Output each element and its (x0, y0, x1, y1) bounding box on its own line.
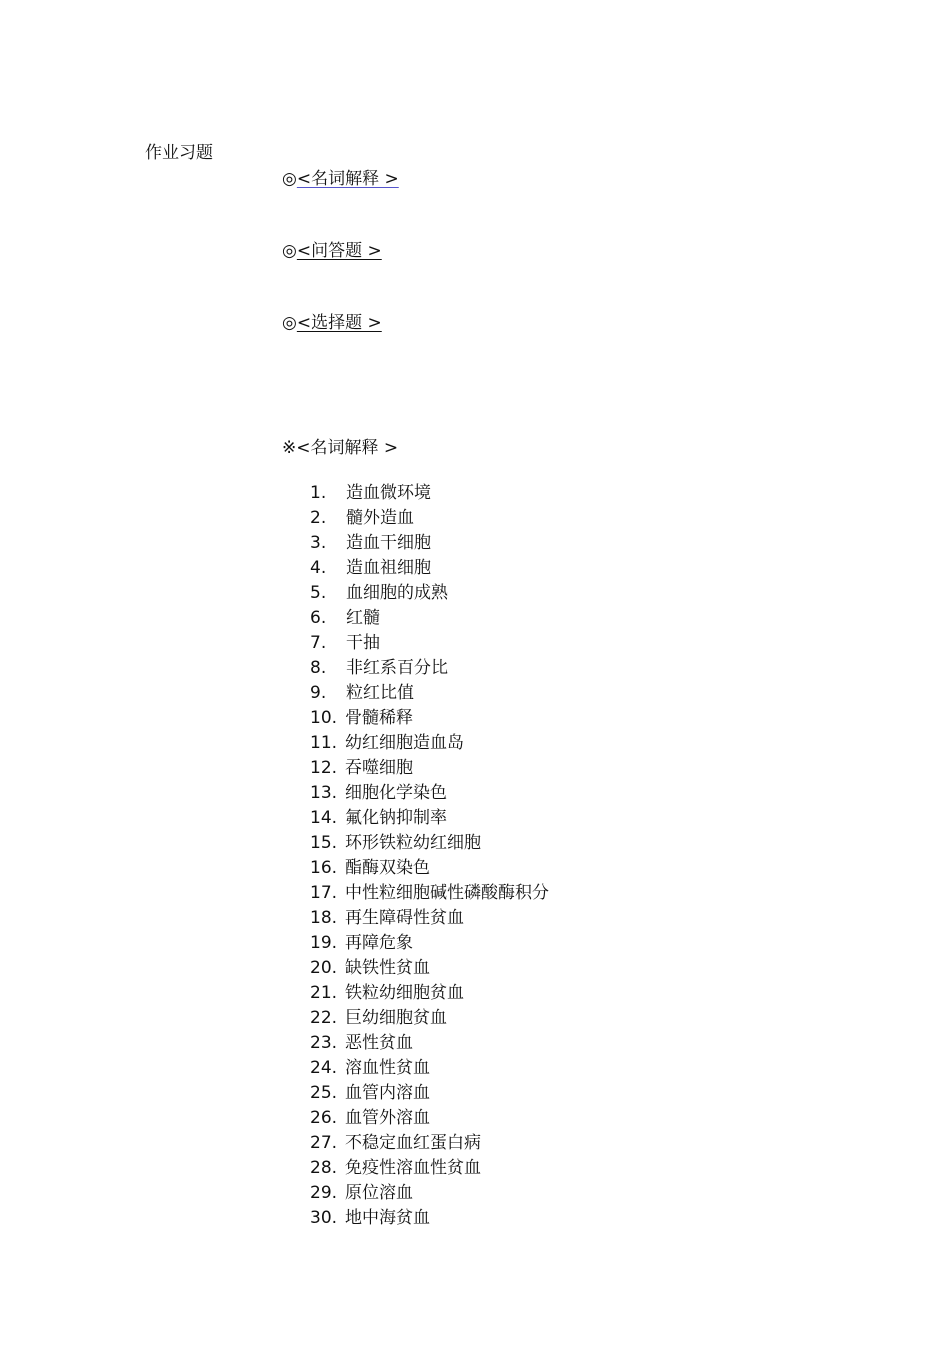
item-number: 6. (310, 608, 327, 628)
list-item (310, 731, 549, 756)
item-text: 再障危象 (345, 933, 413, 953)
list-item (310, 956, 549, 981)
list-item (310, 606, 549, 631)
item-text: 再生障碍性贫血 (345, 908, 464, 928)
list-item (310, 881, 549, 906)
item-text: 巨幼细胞贫血 (345, 1008, 447, 1028)
list-item (310, 1131, 549, 1156)
list-item (310, 656, 549, 681)
item-number: 26. (310, 1108, 338, 1128)
list-item (310, 631, 549, 656)
list-item (310, 1081, 549, 1106)
item-number: 20. (310, 958, 338, 978)
item-text: 血细胞的成熟 (346, 583, 448, 603)
item-text: 酯酶双染色 (345, 858, 430, 878)
item-number: 19. (310, 933, 338, 953)
item-number: 13. (310, 783, 338, 803)
double-circle-icon: ◎ (282, 241, 297, 261)
item-text: 地中海贫血 (345, 1208, 430, 1228)
nav-item-terms (282, 168, 399, 240)
item-text: 原位溶血 (345, 1183, 413, 1203)
item-number: 10. (310, 708, 338, 728)
item-text: 溶血性贫血 (345, 1058, 430, 1078)
nav-link-questions[interactable]: <问答题 > (296, 241, 382, 261)
list-item (310, 1106, 549, 1131)
list-item (310, 1031, 549, 1056)
item-number: 15. (310, 833, 338, 853)
section-heading: ※<名词解释 > (282, 438, 399, 458)
double-circle-icon: ◎ (282, 313, 297, 333)
item-text: 缺铁性贫血 (345, 958, 430, 978)
list-item (310, 906, 549, 931)
item-text: 非红系百分比 (346, 658, 448, 678)
item-number: 4. (310, 558, 327, 578)
list-item (310, 1156, 549, 1181)
item-number: 27. (310, 1133, 338, 1153)
item-text: 造血祖细胞 (346, 558, 431, 578)
item-text: 粒红比值 (346, 683, 414, 703)
list-item (310, 706, 549, 731)
item-text: 幼红细胞造血岛 (345, 733, 464, 753)
list-item (310, 481, 549, 506)
list-item (310, 806, 549, 831)
list-item (310, 756, 549, 781)
item-number: 2. (310, 508, 327, 528)
item-text: 红髓 (346, 608, 380, 628)
item-text: 造血微环境 (346, 483, 431, 503)
nav-item-questions (282, 240, 399, 312)
list-item (310, 681, 549, 706)
list-item (310, 556, 549, 581)
term-list (310, 481, 549, 1231)
list-item (310, 531, 549, 556)
list-item (310, 981, 549, 1006)
item-text: 干抽 (346, 633, 380, 653)
nav-link-choices[interactable]: <选择题 > (296, 313, 382, 333)
item-text: 血管内溶血 (345, 1083, 430, 1103)
item-number: 8. (310, 658, 327, 678)
list-item (310, 506, 549, 531)
item-number: 22. (310, 1008, 338, 1028)
item-text: 环形铁粒幼红细胞 (345, 833, 481, 853)
page-title: 作业习题 (145, 143, 213, 163)
list-item (310, 581, 549, 606)
item-number: 21. (310, 983, 338, 1003)
section-nav (282, 168, 399, 384)
list-item (310, 1006, 549, 1031)
item-number: 3. (310, 533, 327, 553)
item-text: 铁粒幼细胞贫血 (345, 983, 464, 1003)
item-text: 造血干细胞 (346, 533, 431, 553)
item-number: 29. (310, 1183, 338, 1203)
item-number: 16. (310, 858, 338, 878)
item-number: 5. (310, 583, 327, 603)
item-number: 12. (310, 758, 338, 778)
item-text: 髓外造血 (346, 508, 414, 528)
nav-item-choices (282, 312, 399, 384)
item-text: 中性粒细胞碱性磷酸酶积分 (345, 883, 549, 903)
item-number: 23. (310, 1033, 338, 1053)
nav-link-terms[interactable]: <名词解释 > (296, 169, 399, 189)
item-text: 吞噬细胞 (345, 758, 413, 778)
item-text: 免疫性溶血性贫血 (345, 1158, 481, 1178)
item-text: 氟化钠抑制率 (345, 808, 447, 828)
item-number: 7. (310, 633, 327, 653)
item-number: 24. (310, 1058, 338, 1078)
item-number: 28. (310, 1158, 338, 1178)
item-text: 血管外溶血 (345, 1108, 430, 1128)
item-number: 9. (310, 683, 327, 703)
list-item (310, 831, 549, 856)
list-item (310, 856, 549, 881)
double-circle-icon: ◎ (282, 169, 297, 189)
list-item (310, 781, 549, 806)
list-item (310, 1056, 549, 1081)
item-number: 1. (310, 483, 327, 503)
item-number: 18. (310, 908, 338, 928)
list-item (310, 931, 549, 956)
item-text: 细胞化学染色 (345, 783, 447, 803)
list-item (310, 1206, 549, 1231)
item-number: 25. (310, 1083, 338, 1103)
item-text: 恶性贫血 (345, 1033, 413, 1053)
list-item (310, 1181, 549, 1206)
item-number: 30. (310, 1208, 338, 1228)
item-text: 骨髓稀释 (345, 708, 413, 728)
item-text: 不稳定血红蛋白病 (345, 1133, 481, 1153)
item-number: 17. (310, 883, 338, 903)
item-number: 14. (310, 808, 338, 828)
item-number: 11. (310, 733, 338, 753)
